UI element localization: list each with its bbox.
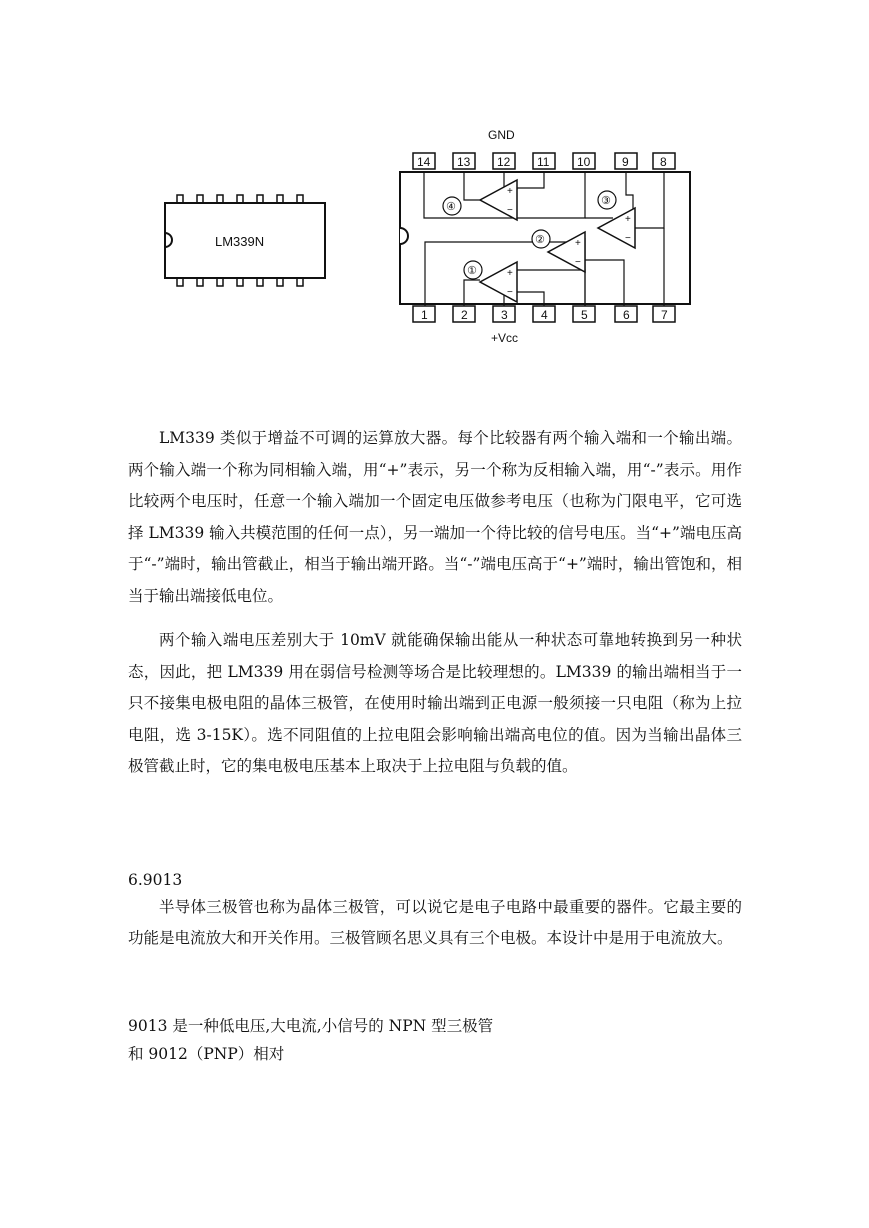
pin-4: 4 (541, 308, 548, 322)
package-top-pins (177, 195, 303, 203)
pin-9: 9 (622, 155, 629, 169)
svg-text:+: + (507, 186, 513, 197)
svg-text:−: − (625, 233, 631, 244)
pin-8: 8 (660, 155, 667, 169)
svg-text:−: − (507, 287, 513, 298)
pin-3: 3 (501, 308, 508, 322)
svg-text:+: + (507, 268, 513, 279)
pin-1: 1 (421, 308, 428, 322)
svg-text:−: − (575, 257, 581, 268)
pin-13: 13 (457, 155, 471, 169)
lm339-pinout-figure (395, 120, 695, 352)
section-heading-9013: 6.9013 (128, 871, 183, 889)
pin-7: 7 (661, 308, 668, 322)
svg-text:+: + (575, 238, 581, 249)
pin-11: 11 (537, 155, 550, 169)
package-bottom-pins (177, 278, 303, 286)
svg-text:−: − (507, 205, 513, 216)
svg-text:③: ③ (601, 195, 611, 207)
svg-text:④: ④ (446, 201, 456, 213)
pin-12: 12 (497, 155, 511, 169)
pin-2: 2 (461, 308, 468, 322)
line-9013-description: 9013 是一种低电压,大电流,小信号的 NPN 型三极管 (128, 1017, 494, 1035)
pin-10: 10 (577, 155, 591, 169)
pin-14: 14 (417, 155, 431, 169)
svg-text:①: ① (467, 265, 477, 277)
ic-notch (400, 228, 408, 244)
vcc-label: +Vcc (491, 331, 519, 345)
svg-text:+: + (625, 214, 631, 225)
paragraph-lm339-description: LM339 类似于增益不可调的运算放大器。每个比较器有两个输入端和一个输出端。两个输入端一个称为同相输入端，用“+”表示，另一个称为反相输入端，用“-”表示。用作比较两个电压时，任意一个输入端加一个固定电压做参考电压（也称为门限电平，它可选择 LM339 输入共模范围的任何一点），另一端加一个待比较的信号电压。当“+”端电压高于“-”端时，输出管截止，相当于输出端开路。当“-”端电压高于“+”端时，输出管饱和，相当于输出端接低电位。 (128, 429, 742, 605)
pin-5: 5 (581, 308, 588, 322)
gnd-label: GND (488, 128, 515, 142)
paragraph-transistor-intro: 半导体三极管也称为晶体三极管，可以说它是电子电路中最重要的器件。它最主要的功能是电流放大和开关作用。三极管顾名思义具有三个电极。本设计中是用于电流放大。 (128, 898, 742, 947)
line-9012-relation: 和 9012（PNP）相对 (128, 1045, 285, 1063)
chip-label: LM339N (215, 234, 265, 249)
pin-6: 6 (623, 308, 630, 322)
paragraph-lm339-usage: 两个输入端电压差别大于 10mV 就能确保输出能从一种状态可靠地转换到另一种状态，因此，把 LM339 用在弱信号检测等场合是比较理想的。LM339 的输出端相当于一只不接集电极电阻的晶体三极管，在使用时输出端到正电源一般须接一只电阻（称为上拉电阻，选 3-15K）。选不同阻值的上拉电阻会影响输出端高电位的值。因为当输出晶体三极管截止时，它的集电极电压基本上取决于上拉电阻与负载的值。 (128, 631, 742, 775)
svg-text:②: ② (535, 234, 545, 246)
lm339n-package-figure (160, 190, 330, 300)
